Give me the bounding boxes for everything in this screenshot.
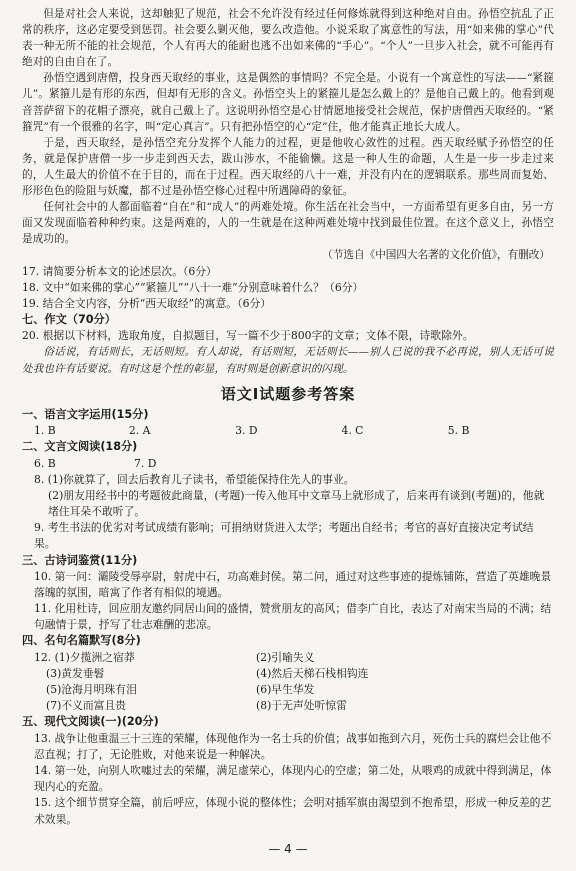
section-heading-2: 二、文言文阅读(18分) xyxy=(22,440,138,454)
answer-8-2: (2)朋友用经书中的考题彼此商量，(考题)一传入他耳中文章马上就形成了，后来再有谈到(考题)的，他就堵住耳朵不敢听了。 xyxy=(48,489,545,519)
answer-item: 12. (1)夕揽洲之宿莽 xyxy=(34,651,135,665)
section-heading-3: 三、古诗词鉴赏(11分) xyxy=(22,553,138,567)
answer-15: 15. 这个细节贯穿全篇，前后呼应，体现小说的整体性；会明对插军旗由渴望到不抱希望，形成一种反差的艺术效果。 xyxy=(34,796,552,826)
passage-paragraph: 孙悟空遇到唐僧，投身西天取经的事业，这是偶然的事情吗？不完全是。小说有一个寓意性的写法——“紧箍儿”。紧箍儿是有形的东西，但却有无形的含义。孙悟空头上的紧箍儿是怎么戴上的？是他自己戴上的。他看到观音菩萨留下的花帽子漂亮，就自己戴上了。这说明孙悟空是心甘情愿地接受社会规范，保护唐僧西天取经的。“紧箍咒”有一个很雅的名字，叫“定心真言”。只有把孙悟空的心“定”住，他才能真正地长大成人。 xyxy=(22,72,554,133)
passage-paragraph: 但是对社会人来说，这却触犯了规范，社会不允许没有经过任何修炼就得到这种绝对自由。孙悟空抗乱了正常的秩序，这必定要受到惩罚。社会要么剿灭他，要么改造他。小说采取了寓意性的写法，用“如来佛的掌心”代表一种无所不能的社会规范，个人有再大的能耐也逃不出如来佛的“手心”。“个人”一旦步入社会，就不可能再有绝对的自由自在了。 xyxy=(22,8,554,69)
answer-item: (7)不义而富且贵 xyxy=(46,699,127,713)
answer-item: 7. D xyxy=(134,456,157,470)
essay-material: 俗话说，有话则长，无话则短。有人却说，有话则短，无话则长——别人已说的我不必再说，别人无话可说处我也许有话要说。有时这是个性的彰显，有时则是创新意识的闪现。 xyxy=(22,346,554,375)
answer-item: 3. D xyxy=(235,424,258,438)
section-heading-essay: 七、作文（70分） xyxy=(22,312,116,326)
passage-source: （节选自《中国四大名著的文化价值》，有删改） xyxy=(322,249,550,262)
answer-item: 1. B xyxy=(34,424,56,438)
passage-paragraph: 任何社会中的人都面临着“自在”和“成人”的两难处境。你生活在社会当中，一方面希望有更多自由，另一方面又发现面临着种种约束。这是两难的，人的一生就是在这种两难处境中找到最佳位置。在这个意义上，孙悟空是成功的。 xyxy=(22,201,554,246)
answers-title: 语文Ⅰ试题参考答案 xyxy=(220,384,356,403)
answer-11: 11. 化用杜诗，回应朋友邀约同居山间的盛情，赞赏朋友的高风；借李广自比，表达了对南宋当局的不满；结句融情于景，抒写了壮志难酬的悲凉。 xyxy=(34,602,552,632)
question-18: 18. 文中“如来佛的掌心”“紧箍儿”“八十一难”分别意味着什么？（6分） xyxy=(22,280,364,294)
passage-paragraph: 于是，西天取经，是孙悟空充分发挥个人能力的过程，更是他收心敛性的过程。西天取经赋予孙悟空的任务，就是保护唐僧一步一步走到西天去，跋山涉水，不能偷懒。这是一种人生的命题，人生是一步一步走过来的，人生最大的价值不在于目的，而在于过程。西天取经的八十一难，并没有内在的逻辑联系。那些周而复始、形形色色的险阻与妖魔，都不过是孙悟空修心过程中所遇障碍的象征。 xyxy=(22,136,554,198)
answer-item: (5)沧海月明珠有泪 xyxy=(46,683,137,697)
recitation-answers xyxy=(22,650,554,714)
answer-item: (3)黄发垂髫 xyxy=(46,667,105,681)
section-heading-1: 一、语言文字运用(15分) xyxy=(22,407,149,421)
page-number: — 4 — xyxy=(268,842,308,856)
question-17: 17. 请简要分析本文的论述层次。（6分） xyxy=(22,264,217,278)
answer-item: 5. B xyxy=(447,424,470,438)
answer-14: 14. 第一处，向别人吹嘘过去的荣耀，满足虚荣心，体现内心的空虚；第二处，从喂鸡的成就中得到满足，体现内心的充盈。 xyxy=(34,764,552,794)
answer-13: 13. 战争让他重温三十三连的荣耀，体现他作为一名士兵的价值；战事如拖到六月，死伤士兵的腐烂会让他不忍直视；打了，无论胜败，对他来说是一种解决。 xyxy=(34,732,552,762)
answer-item: 6. B xyxy=(34,456,56,470)
section-heading-5: 五、现代文阅读(一)(20分) xyxy=(22,715,159,729)
answer-8-1: 8. (1)你就算了，回去后教育儿子读书，希望能保持住先人的事业。 xyxy=(34,473,355,487)
answer-item: (2)引喻失义 xyxy=(256,651,315,665)
question-19: 19. 结合全文内容，分析“西天取经”的寓意。（6分） xyxy=(22,296,272,310)
section-heading-4: 四、名句名篇默写(8分) xyxy=(22,634,141,648)
answer-item: (8)于无声处听惊雷 xyxy=(256,699,347,713)
answer-item: 2. A xyxy=(128,424,151,438)
answer-row-mc xyxy=(22,423,554,439)
answer-9: 9. 考生书法的优劣对考试成绩有影响；可捐纳财货进入太学；考题出自经书；考官的喜好直接决定考试结果。 xyxy=(34,521,534,551)
answer-item: (4)然后天梯石栈相钩连 xyxy=(256,667,369,681)
answer-item: 4. C xyxy=(341,424,364,438)
answer-item: (6)早生华发 xyxy=(256,683,315,697)
question-20: 20. 根据以下材料，选取角度，自拟题目，写一篇不少于800字的文章；文体不限，诗歌除外。 xyxy=(22,329,474,343)
answer-10: 10. 第一问：灞陵受辱亭尉，射虎中石，功高难封侯。第二问，通过对这些事迹的提炼铺陈，营造了英雄晚景落魄的氛围，暗寓了作者有相似的境遇。 xyxy=(34,570,552,600)
answer-row-mc2 xyxy=(22,456,554,472)
